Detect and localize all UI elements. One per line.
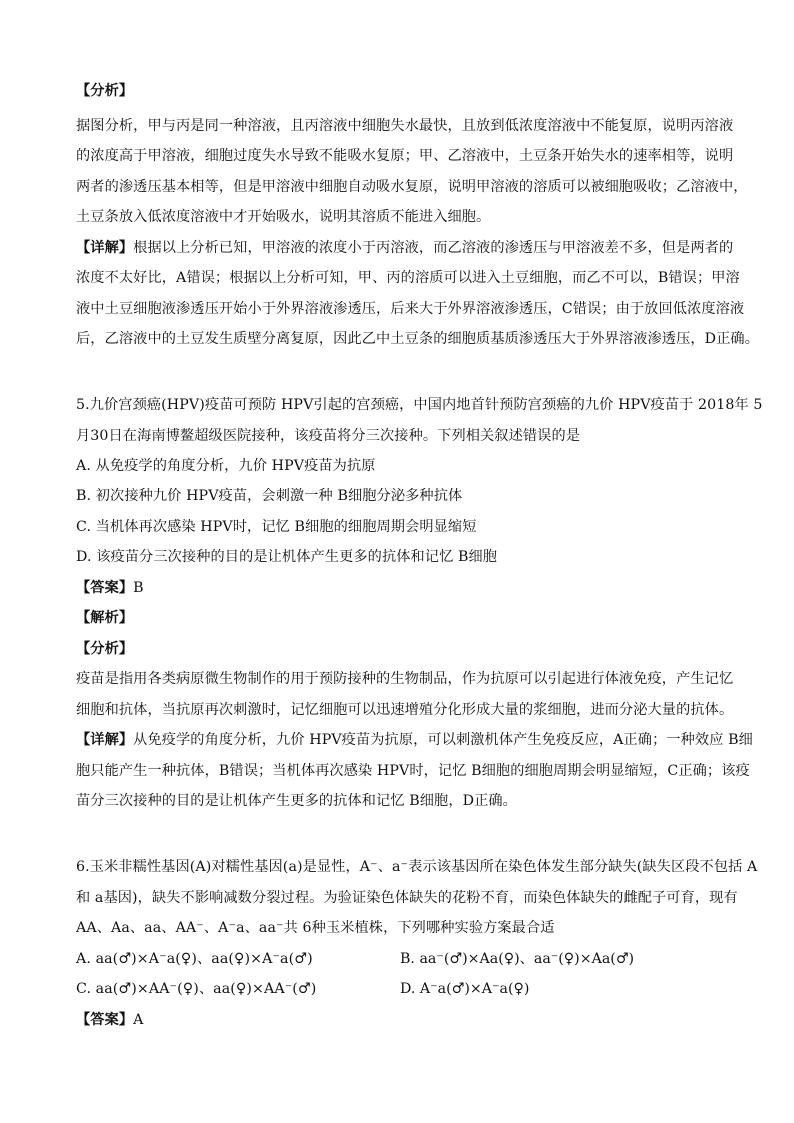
analysis-line: 据图分析，甲与丙是同一种溶液，且丙溶液中细胞失水最快，且放到低浓度溶液中不能复原，说明丙溶液: [76, 118, 734, 134]
question-stem: 5.九价宫颈癌(HPV)疫苗可预防 HPV引起的宫颈癌，中国内地首针预防宫颈癌的九价 HPV疫苗于 2018年 5: [76, 397, 763, 413]
option-d: D. A⁻a(♂)×A⁻a(♀): [400, 981, 530, 997]
section-tag-detail: 【详解】: [76, 240, 134, 256]
section-tag-analysis: 【分析】: [76, 641, 134, 657]
analysis-line: 细胞和抗体，当抗原再次刺激时，记忆细胞可以迅速增殖分化形成大量的浆细胞，进而分泌大量的抗体。: [76, 702, 734, 718]
answer-line: [76, 1011, 726, 1029]
detail-line: 浓度不太好比，A错误；根据以上分析可知，甲、丙的溶质可以进入土豆细胞，而乙不可以，B错误；甲溶: [76, 270, 740, 286]
section-tag-answer: 【答案】: [76, 1012, 134, 1028]
detail-line: 苗分三次接种的目的是让机体产生更多的抗体和记忆 B细胞，D正确。: [76, 793, 517, 809]
question-stem: AA、Aa、aa、AA⁻、A⁻a、aa⁻共 6种玉米植株，下列哪种实验方案最合适: [76, 920, 555, 936]
detail-line: 【详解】根据以上分析已知，甲溶液的浓度小于丙溶液，而乙溶液的渗透压与甲溶液差不多，但是两者的: [76, 240, 734, 256]
analysis-line: 土豆条放入低浓度溶液中才开始吸水，说明其溶质不能进入细胞。: [76, 209, 491, 225]
section-tag-explain: 【解析】: [76, 610, 134, 626]
answer-value: B: [133, 580, 144, 596]
section-tag-analysis: 【分析】: [76, 83, 134, 99]
option-a: A. 从免疫学的角度分析，九价 HPV疫苗为抗原: [76, 458, 376, 474]
option-d: D. 该疫苗分三次接种的目的是让机体产生更多的抗体和记忆 B细胞: [76, 549, 498, 565]
answer-line: [76, 579, 726, 597]
analysis-line: 的浓度高于甲溶液，细胞过度失水导致不能吸水复原；甲、乙溶液中，土豆条开始失水的速率相等，说明: [76, 148, 734, 164]
option-a: A. aa(♂)×A⁻a(♀)、aa(♀)×A⁻a(♂): [76, 951, 313, 967]
answer-value: A: [133, 1012, 144, 1028]
option-b: B. 初次接种九价 HPV疫苗，会刺激一种 B细胞分泌多种抗体: [76, 488, 463, 504]
detail-line: 【详解】从免疫学的角度分析，九价 HPV疫苗为抗原，可以刺激机体产生免疫反应，A正确；一种效应 B细: [76, 732, 753, 748]
option-c: C. aa(♂)×AA⁻(♀)、aa(♀)×AA⁻(♂): [76, 981, 317, 997]
question-stem: 6.玉米非糯性基因(A)对糯性基因(a)是显性，A⁻、a⁻表示该基因所在染色体发生部分缺失(缺失区段不包括 A: [76, 859, 758, 875]
option-c: C. 当机体再次感染 HPV时，记忆 B细胞的细胞周期会明显缩短: [76, 519, 477, 535]
detail-line: 后，乙溶液中的土豆发生质壁分离复原，因此乙中土豆条的细胞质基质渗透压大于外界溶液渗透压，D正确。: [76, 331, 759, 347]
detail-line: 液中土豆细胞液渗透压开始小于外界溶液渗透压，后来大于外界溶液渗透压，C错误；由于放回低浓度溶液: [76, 301, 745, 317]
question-stem: 月30日在海南博鳌超级医院接种，该疫苗将分三次接种。下列相关叙述错误的是: [76, 428, 581, 444]
question-stem: 和 a基因)，缺失不影响减数分裂过程。为验证染色体缺失的花粉不育，而染色体缺失的雌配子可育，现有: [76, 890, 738, 906]
option-b: B. aa⁻(♂)×Aa(♀)、aa⁻(♀)×Aa(♂): [400, 951, 635, 967]
analysis-line: 两者的渗透压基本相等，但是甲溶液中细胞自动吸水复原，说明甲溶液的溶质可以被细胞吸收；乙溶液中，: [76, 179, 748, 195]
section-tag-detail: 【详解】: [76, 732, 134, 748]
section-tag-answer: 【答案】: [76, 580, 134, 596]
detail-line: 胞只能产生一种抗体，B错误；当机体再次感染 HPV时，记忆 B细胞的细胞周期会明显缩短，C正确；该疫: [76, 763, 750, 779]
analysis-line: 疫苗是指用各类病原微生物制作的用于预防接种的生物制品，作为抗原可以引起进行体液免疫，产生记忆: [76, 671, 734, 687]
